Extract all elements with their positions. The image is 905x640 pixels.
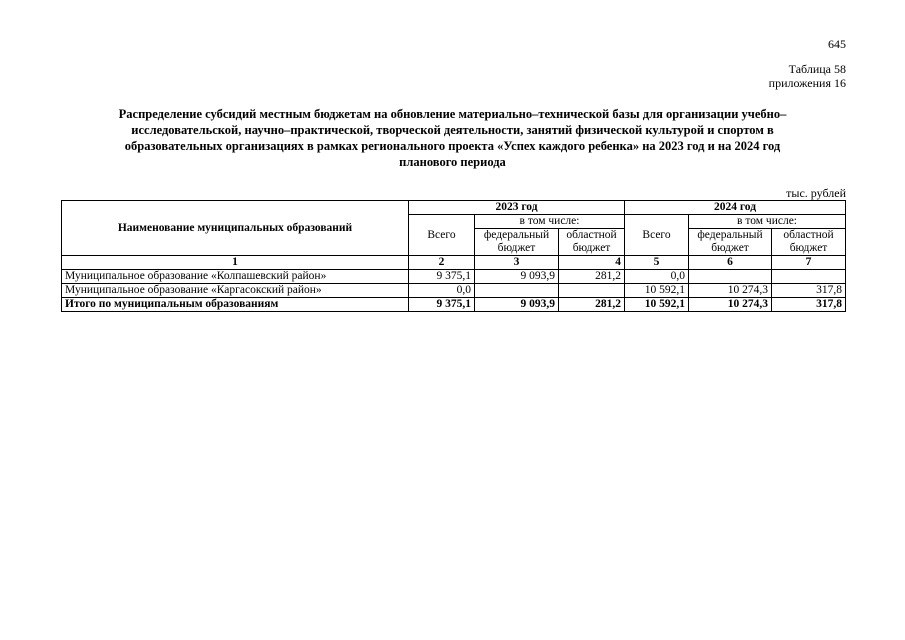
header-total-2024: Всего (625, 215, 689, 256)
title-line-3: образовательных организациях в рамках регионального проекта «Успех каждого ребенка» на 2023 год и на 2024 год (124, 139, 781, 153)
cell-federal-2024 (689, 270, 772, 284)
municipality-name: Муниципальное образование «Каргасокский район» (62, 284, 409, 298)
header-total-2023: Всего (409, 215, 475, 256)
column-number: 4 (559, 256, 625, 270)
federal-label-1: федеральный (483, 229, 550, 241)
cell-federal-2023: 9 093,9 (475, 270, 559, 284)
header-regional-2024 (772, 229, 846, 256)
header-municipality: Наименование муниципальных образований (62, 201, 409, 256)
regional-label-2: бюджет (789, 242, 828, 254)
total-federal-2023: 9 093,9 (475, 298, 559, 312)
header-year-2023: 2023 год (409, 201, 625, 215)
regional-label-1: областной (566, 229, 617, 241)
federal-label-1: федеральный (697, 229, 763, 241)
federal-label-2: бюджет (711, 242, 749, 254)
column-number: 6 (689, 256, 772, 270)
document-title (60, 106, 845, 170)
table-reference (769, 62, 846, 90)
total-2023: 9 375,1 (409, 298, 475, 312)
header-regional-2023 (559, 229, 625, 256)
column-number: 3 (475, 256, 559, 270)
header-row-years (62, 201, 846, 215)
title-line-1: Распределение субсидий местным бюджетам на обновление материально–технической базы для организации учебно– (118, 107, 787, 121)
column-number: 5 (625, 256, 689, 270)
column-number: 7 (772, 256, 846, 270)
table-number: Таблица 58 (788, 62, 846, 76)
total-row (62, 298, 846, 312)
header-year-2024: 2024 год (625, 201, 846, 215)
cell-regional-2024 (772, 270, 846, 284)
table-row (62, 270, 846, 284)
cell-total-2023: 9 375,1 (409, 270, 475, 284)
header-federal-2023 (475, 229, 559, 256)
cell-regional-2024: 317,8 (772, 284, 846, 298)
total-regional-2023: 281,2 (559, 298, 625, 312)
subsidy-table (61, 200, 846, 312)
appendix-number: приложения 16 (768, 76, 846, 90)
table-row (62, 284, 846, 298)
regional-label-2: бюджет (572, 242, 611, 254)
header-including-2023: в том числе: (475, 215, 625, 229)
title-line-2: исследовательской, научно–практической, творческой деятельности, занятий физической культурой и спортом в (131, 123, 774, 137)
total-regional-2024: 317,8 (772, 298, 846, 312)
column-number: 1 (62, 256, 409, 270)
municipality-name: Муниципальное образование «Колпашевский район» (62, 270, 409, 284)
column-number: 2 (409, 256, 475, 270)
cell-total-2023: 0,0 (409, 284, 475, 298)
total-federal-2024: 10 274,3 (689, 298, 772, 312)
page-number: 645 (828, 37, 846, 51)
header-including-2024: в том числе: (689, 215, 846, 229)
cell-total-2024: 10 592,1 (625, 284, 689, 298)
cell-regional-2023: 281,2 (559, 270, 625, 284)
total-label: Итого по муниципальным образованиям (62, 298, 409, 312)
regional-label-1: областной (783, 229, 834, 241)
total-2024: 10 592,1 (625, 298, 689, 312)
title-line-4: планового периода (399, 155, 506, 169)
units-label: тыс. рублей (786, 186, 846, 200)
column-number-row (62, 256, 846, 270)
cell-federal-2024: 10 274,3 (689, 284, 772, 298)
cell-total-2024: 0,0 (625, 270, 689, 284)
federal-label-2: бюджет (497, 242, 536, 254)
header-federal-2024 (689, 229, 772, 256)
cell-federal-2023 (475, 284, 559, 298)
cell-regional-2023 (559, 284, 625, 298)
